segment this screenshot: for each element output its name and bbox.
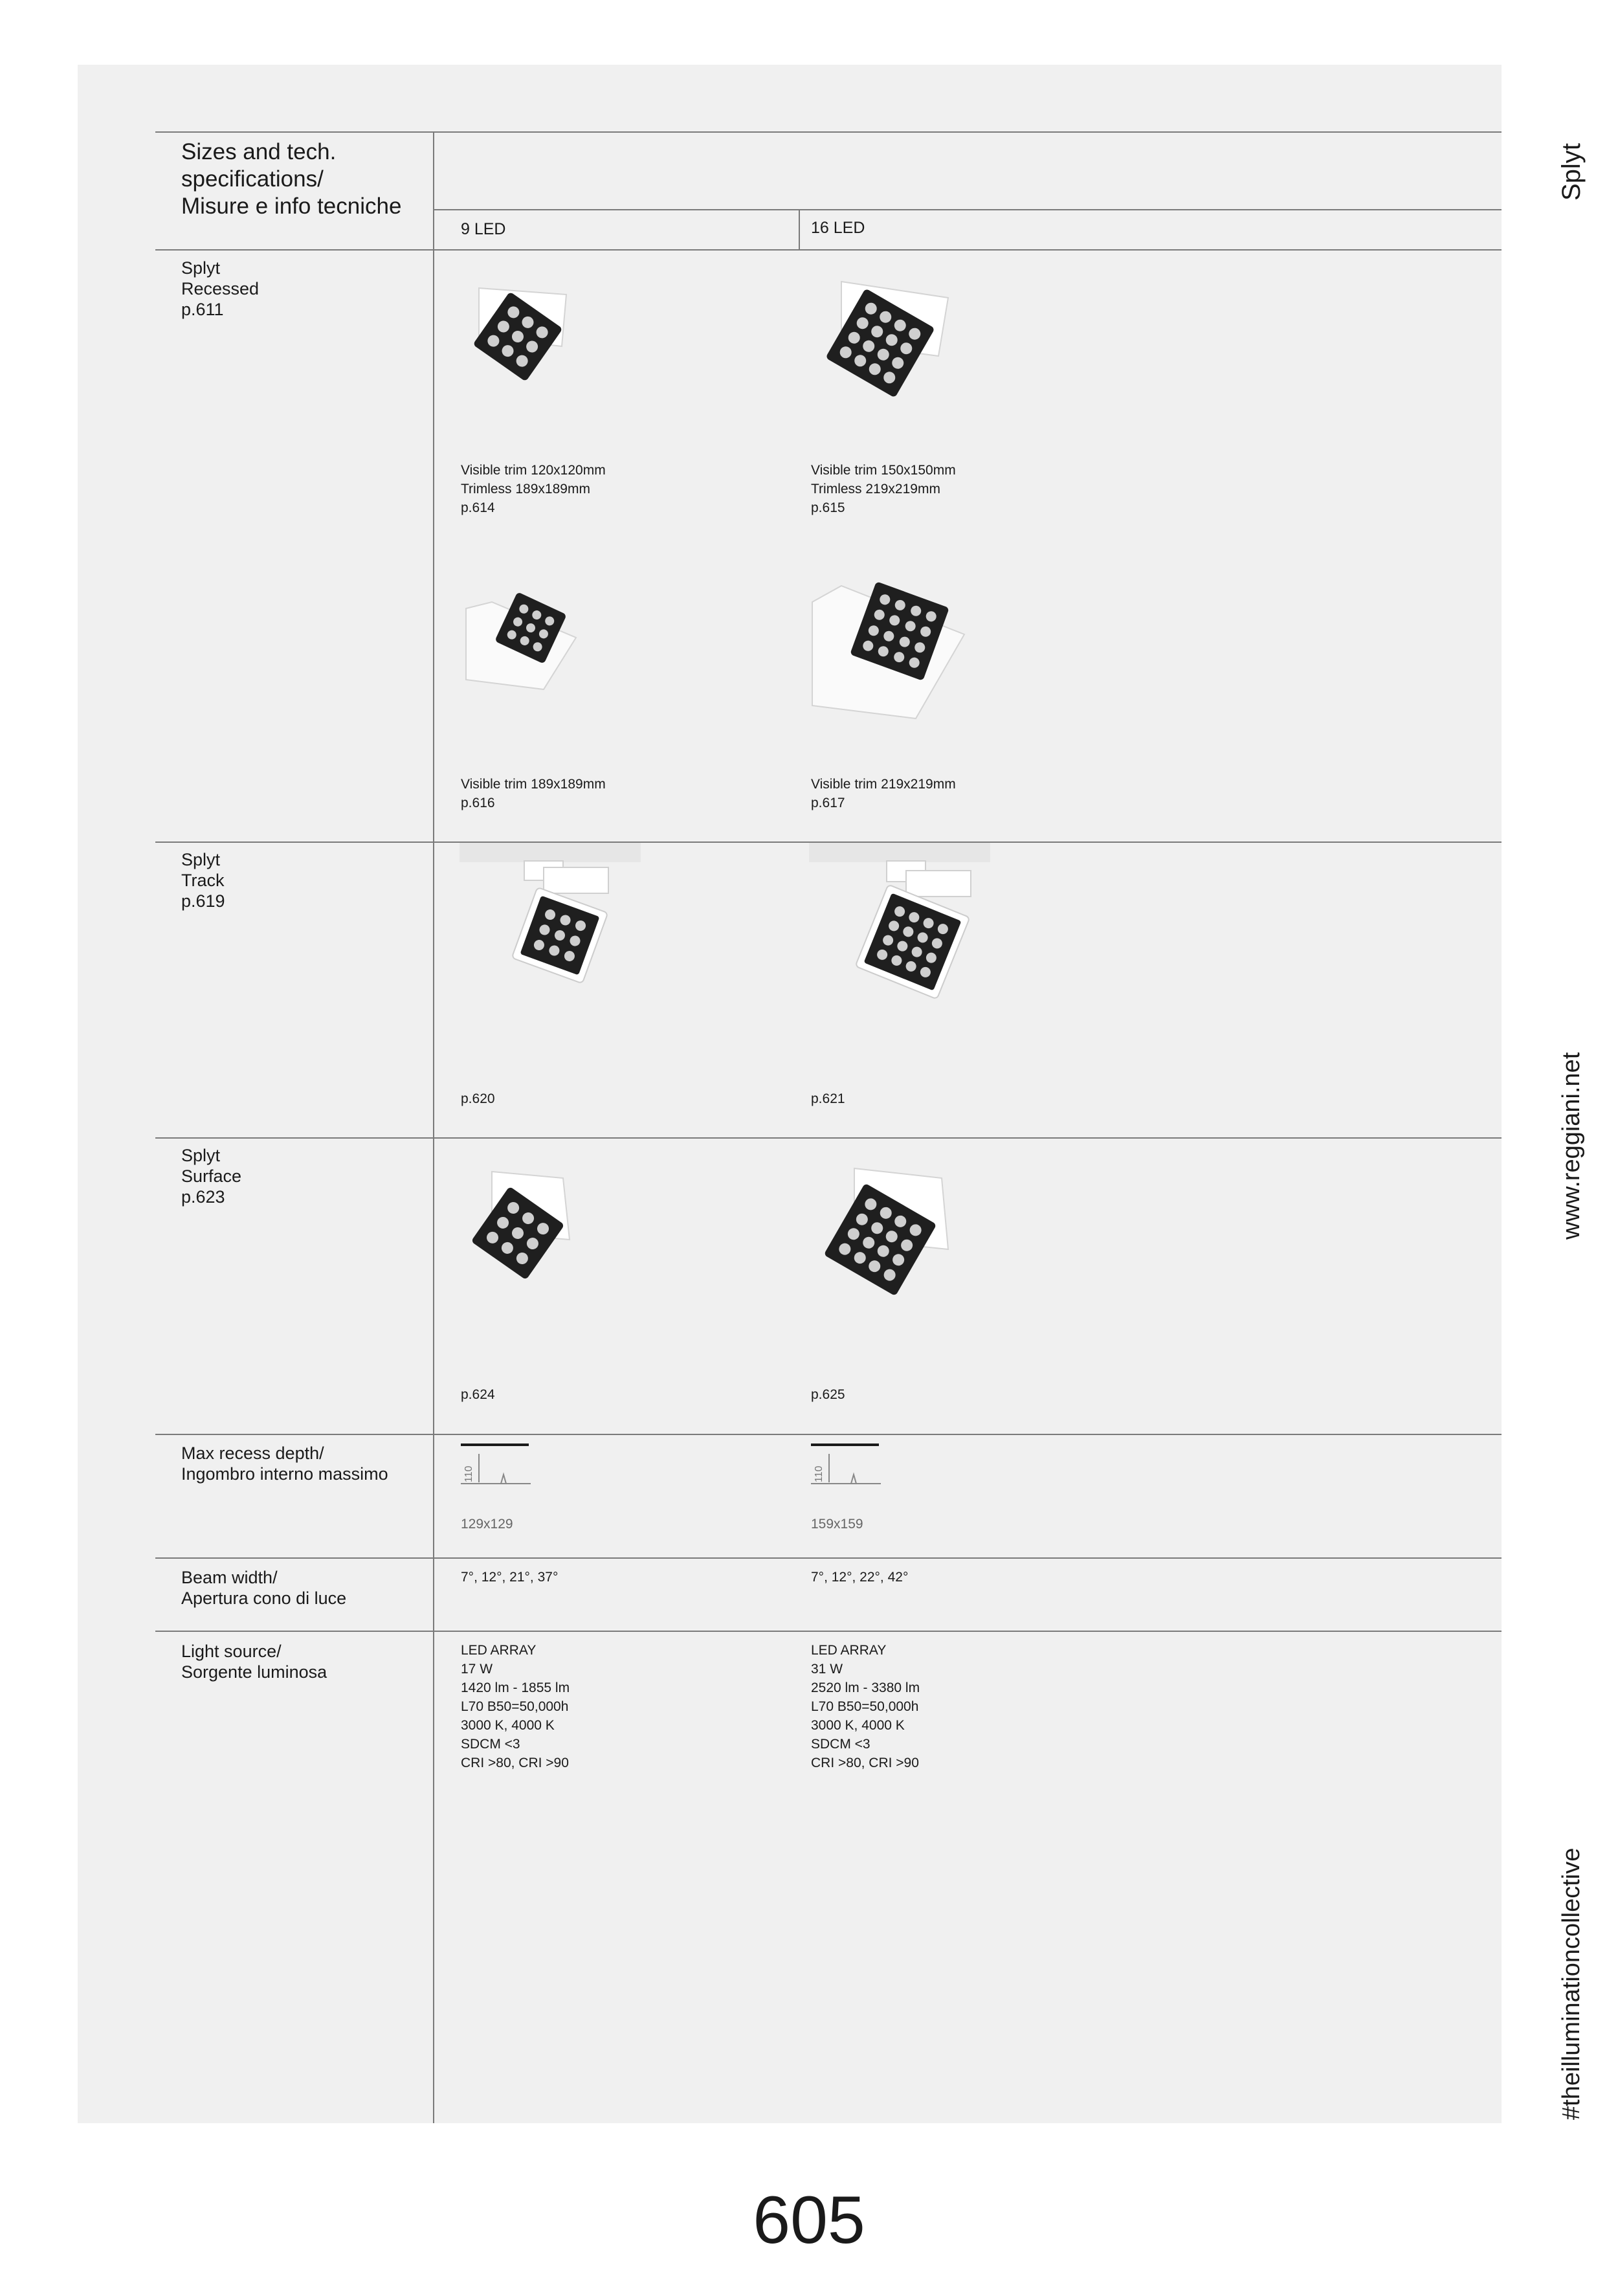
lamp-track-9 — [460, 841, 647, 990]
row-label-surface: Splyt Surface p.623 — [181, 1146, 242, 1207]
rule-recess — [155, 1434, 1502, 1435]
col-head-9led: 9 LED — [461, 220, 506, 238]
row-label-light-source: Light source/ Sorgente luminosa — [181, 1642, 327, 1682]
rule-beam — [155, 1557, 1502, 1559]
rule-surface — [155, 1137, 1502, 1139]
col-head-16led: 16 LED — [811, 219, 865, 237]
rule-header-bottom — [155, 249, 1502, 251]
recess-height-16: 110 — [814, 1466, 825, 1482]
lamp-recessed-16-trim — [803, 272, 958, 408]
rule-col-divider — [799, 209, 800, 249]
rule-top — [155, 131, 1502, 133]
recess-size-9: 129x129 — [461, 1517, 513, 1532]
lamp-recessed-9-trim — [453, 275, 582, 392]
lamp-recessed-16-trimless — [803, 570, 971, 725]
row-label-recessed: Splyt Recessed p.611 — [181, 258, 260, 319]
caption-recessed-9-trim: Visible trim 120x120mm Trimless 189x189mm p.614 — [461, 463, 606, 515]
caption-track-16: p.621 — [811, 1091, 845, 1106]
sidebar-website: www.reggiani.net — [1558, 1052, 1585, 1240]
section-title: Sizes and tech. specifications/ Misure e info tecniche — [181, 139, 402, 219]
light-source-9: LED ARRAY 17 W 1420 lm - 1855 lm L70 B50=50,000h 3000 K, 4000 K SDCM <3 CRI >80, CRI >90 — [461, 1643, 570, 1770]
beam-values-9: 7°, 12°, 21°, 37° — [461, 1570, 559, 1585]
spec-panel — [78, 65, 1502, 2123]
lamp-recessed-9-trimless — [453, 583, 589, 699]
recess-size-16: 159x159 — [811, 1517, 863, 1532]
sidebar-product-name: Splyt — [1557, 143, 1586, 201]
row-label-beam-width: Beam width/ Apertura cono di luce — [181, 1568, 347, 1608]
caption-recessed-16-trim: Visible trim 150x150mm Trimless 219x219mm p.615 — [811, 463, 956, 515]
beam-values-16: 7°, 12°, 22°, 42° — [811, 1570, 909, 1585]
lamp-track-16 — [809, 841, 997, 1003]
lamp-surface-9 — [453, 1162, 582, 1285]
caption-recessed-9-trimless: Visible trim 189x189mm p.616 — [461, 777, 606, 810]
row-label-recess-depth: Max recess depth/ Ingombro interno massimo — [181, 1443, 388, 1484]
page-number: 605 — [753, 2183, 865, 2258]
sidebar-hashtag: #theilluminationcollective — [1558, 1847, 1585, 2120]
recess-height-9: 110 — [463, 1466, 474, 1482]
lamp-surface-16 — [803, 1159, 958, 1308]
caption-surface-9: p.624 — [461, 1387, 495, 1402]
caption-track-9: p.620 — [461, 1091, 495, 1106]
rule-light — [155, 1631, 1502, 1632]
rule-header-cols — [434, 209, 1502, 210]
caption-recessed-16-trimless: Visible trim 219x219mm p.617 — [811, 777, 956, 810]
light-source-16: LED ARRAY 31 W 2520 lm - 3380 lm L70 B50=50,000h 3000 K, 4000 K SDCM <3 CRI >80, CRI >90 — [811, 1643, 920, 1770]
rule-label-column — [433, 131, 434, 2123]
caption-surface-16: p.625 — [811, 1387, 845, 1402]
row-label-track: Splyt Track p.619 — [181, 850, 225, 911]
